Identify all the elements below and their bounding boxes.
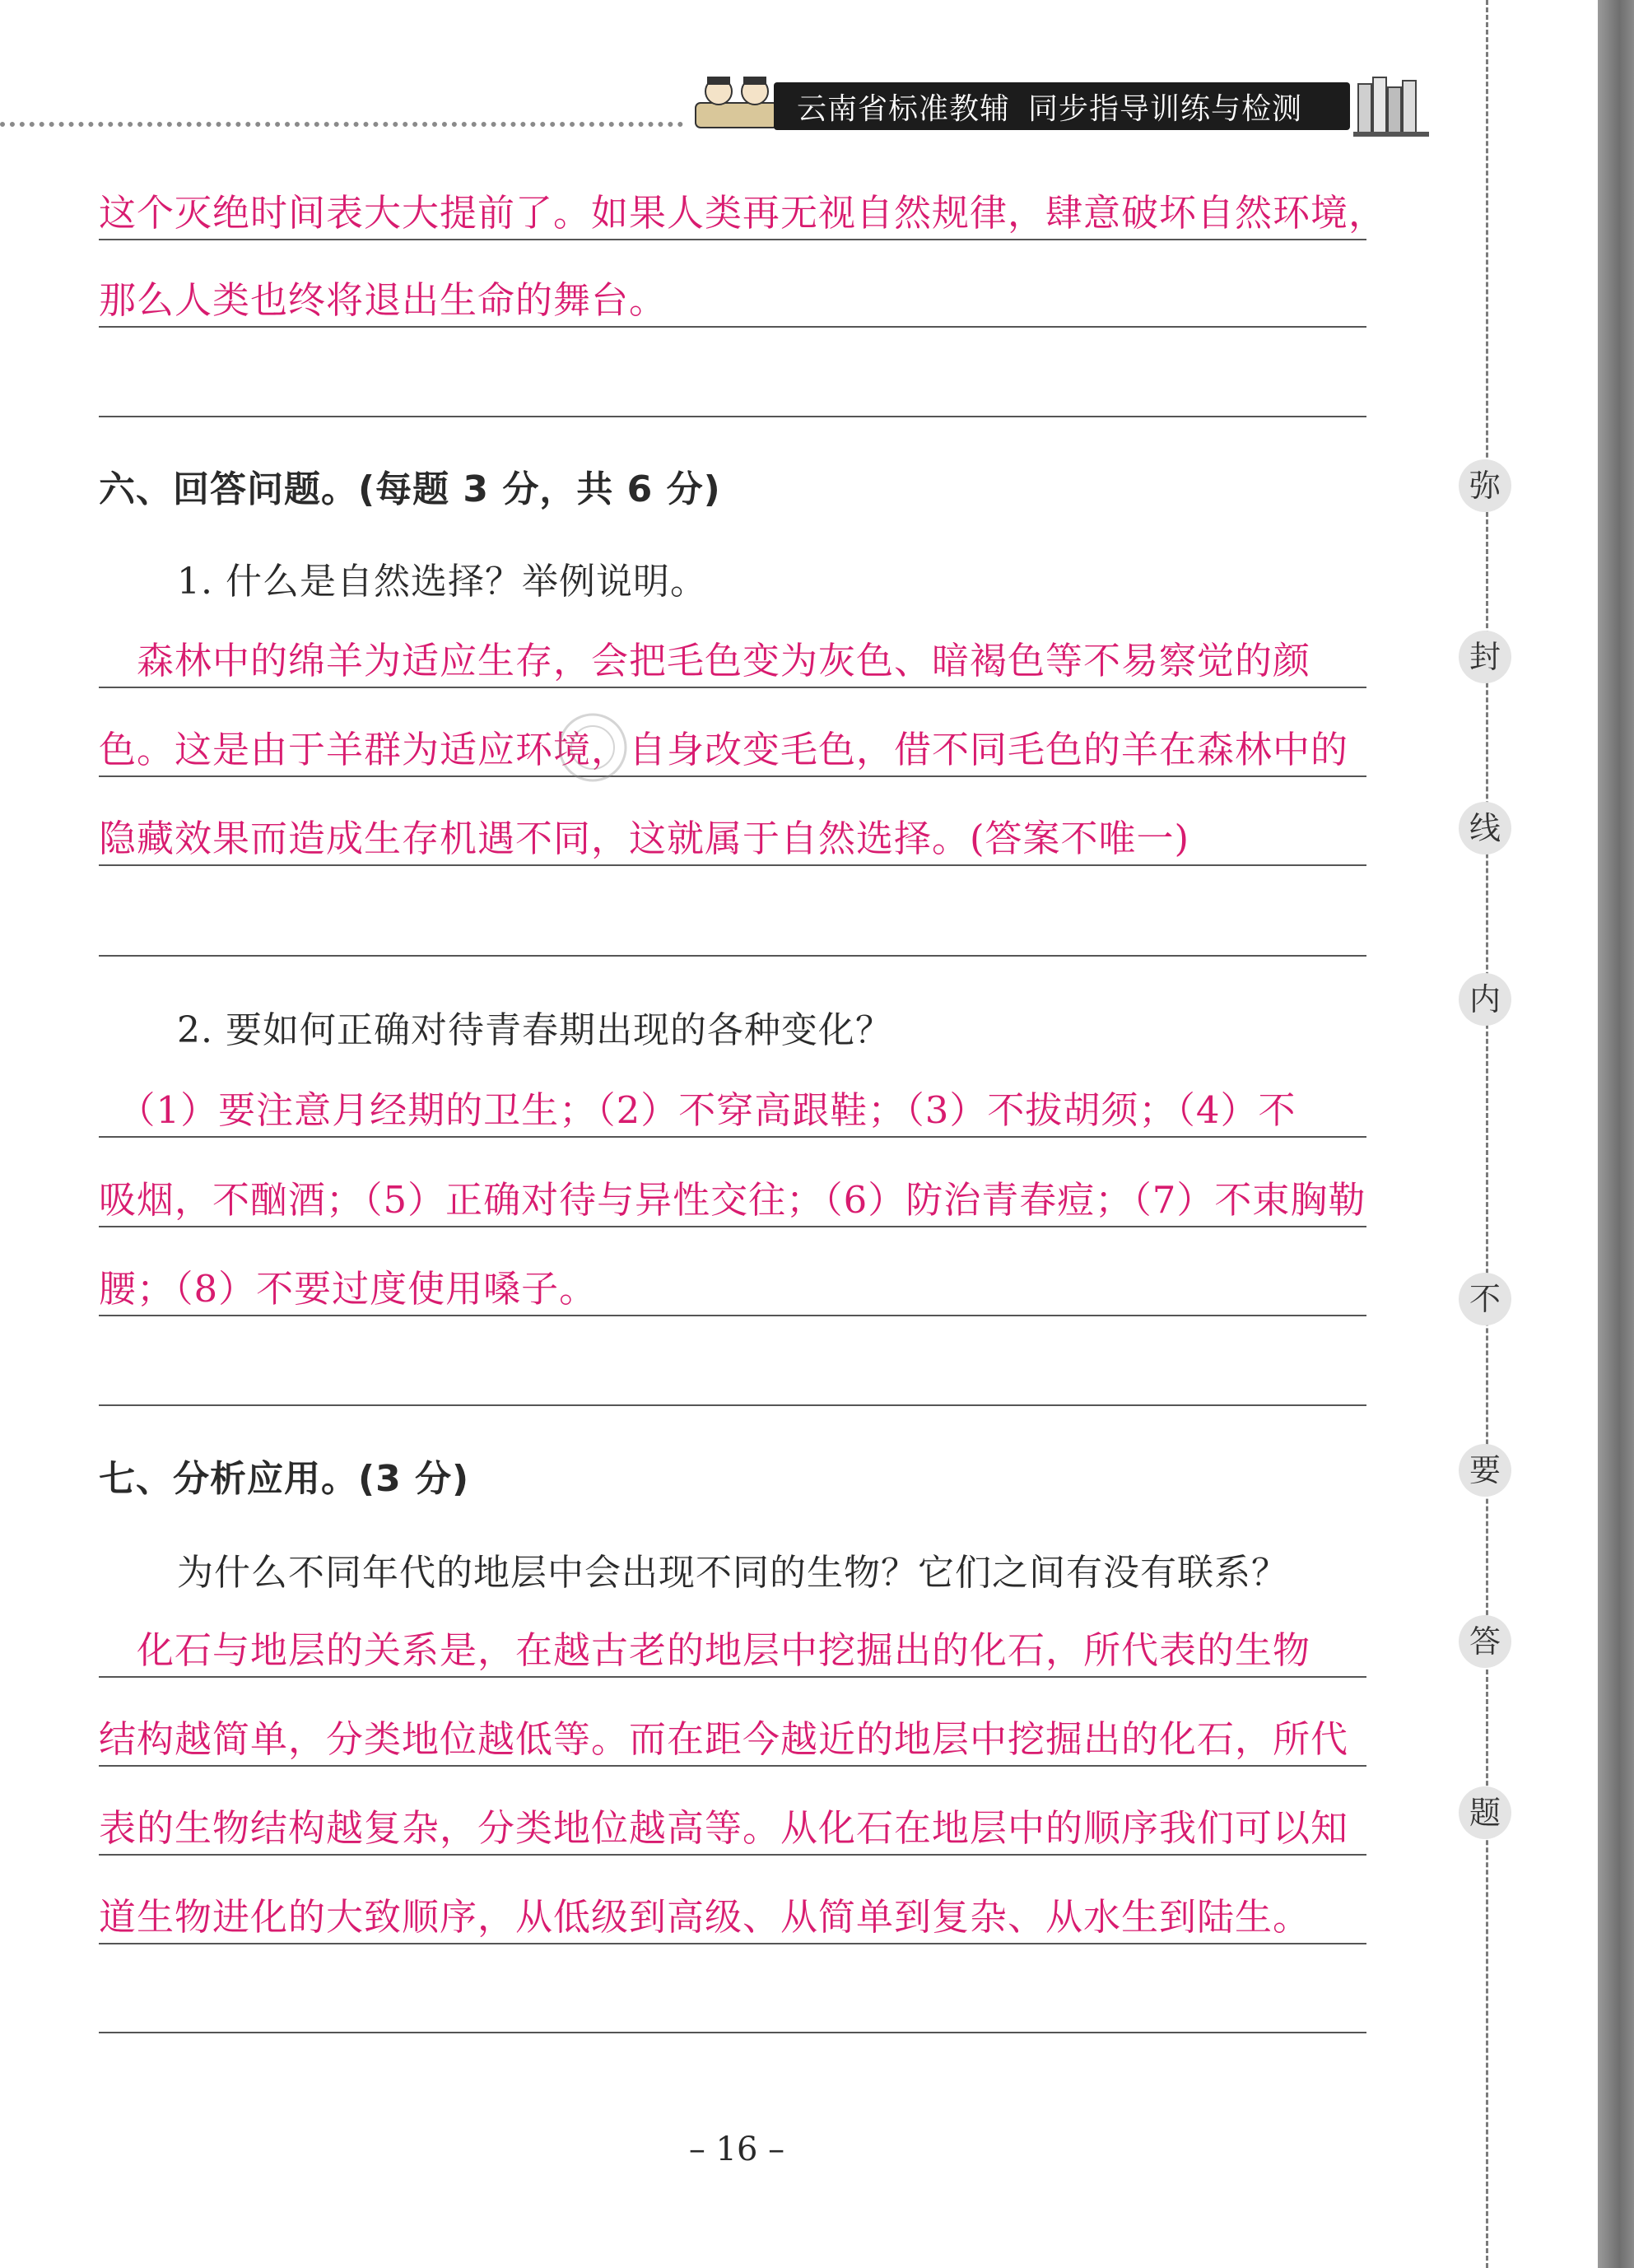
seal-char: 封 [1459,631,1511,683]
answer-line: 森林中的绵羊为适应生存，会把毛色变为灰色、暗褐色等不易察觉的颜 [99,636,1366,688]
answer-blank-line [99,955,1366,957]
seal-char: 答 [1459,1615,1511,1668]
seal-char: 内 [1459,973,1511,1026]
section-heading: 六、回答问题。(每题 3 分，共 6 分) [99,468,721,510]
watermark-stamp-icon [553,708,632,787]
answer-line: 那么人类也终将退出生命的舞台。 [99,275,1366,328]
answer-line: 道生物进化的大致顺序，从低级到高级、从简单到复杂、从水生到陆生。 [99,1892,1366,1944]
binding-strip [1598,0,1634,2268]
answer-blank-line [99,2032,1366,2033]
answer-line: 化石与地层的关系是，在越古老的地层中挖掘出的化石，所代表的生物 [99,1625,1366,1678]
question-text: 1. 什么是自然选择？举例说明。 [177,561,707,603]
seal-char: 弥 [1459,459,1511,512]
answer-line: 结构越简单，分类地位越低等。而在距今越近的地层中挖掘出的化石，所代 [99,1714,1366,1767]
answer-line: 表的生物结构越复杂，分类地位越高等。从化石在地层中的顺序我们可以知 [99,1803,1366,1856]
answer-blank-line [99,1404,1366,1406]
answer-blank-line [99,416,1366,417]
page-number: – 16 – [688,2131,785,2168]
question-text: 2. 要如何正确对待青春期出现的各种变化？ [177,1009,892,1051]
banner-title-right: 同步指导训练与检测 [1028,91,1303,126]
banner-title-left: 云南省标准教辅 [797,91,1011,126]
answer-line: 这个灭绝时间表大大提前了。如果人类再无视自然规律，肆意破坏自然环境， [99,188,1366,240]
answer-line: 色。这是由于羊群为适应环境，自身改变毛色，借不同毛色的羊在森林中的 [99,724,1366,777]
question-text: 为什么不同年代的地层中会出现不同的生物？它们之间有没有联系？ [177,1552,1288,1594]
books-icon [1350,59,1432,142]
header-dotted-rule [0,122,683,127]
seal-char: 题 [1459,1786,1511,1839]
answer-line: 吸烟，不酗酒；（5）正确对待与异性交往；（6）防治青春痘；（7）不束胸勒 [99,1175,1366,1227]
cartoon-logo-icon [687,70,786,134]
answer-line: 隐藏效果而造成生存机遇不同，这就属于自然选择。(答案不唯一) [99,813,1366,866]
seal-char: 线 [1459,802,1511,855]
header-banner [774,82,1350,130]
answer-line: （1）要注意月经期的卫生；（2）不穿高跟鞋；（3）不拔胡须；（4）不 [99,1085,1366,1138]
seal-char: 要 [1459,1444,1511,1497]
answer-line: 腰；（8）不要过度使用嗓子。 [99,1264,1366,1316]
seal-char: 不 [1459,1273,1511,1325]
section-heading: 七、分析应用。(3 分) [99,1458,470,1500]
binding-cut-line [1486,0,1488,2268]
